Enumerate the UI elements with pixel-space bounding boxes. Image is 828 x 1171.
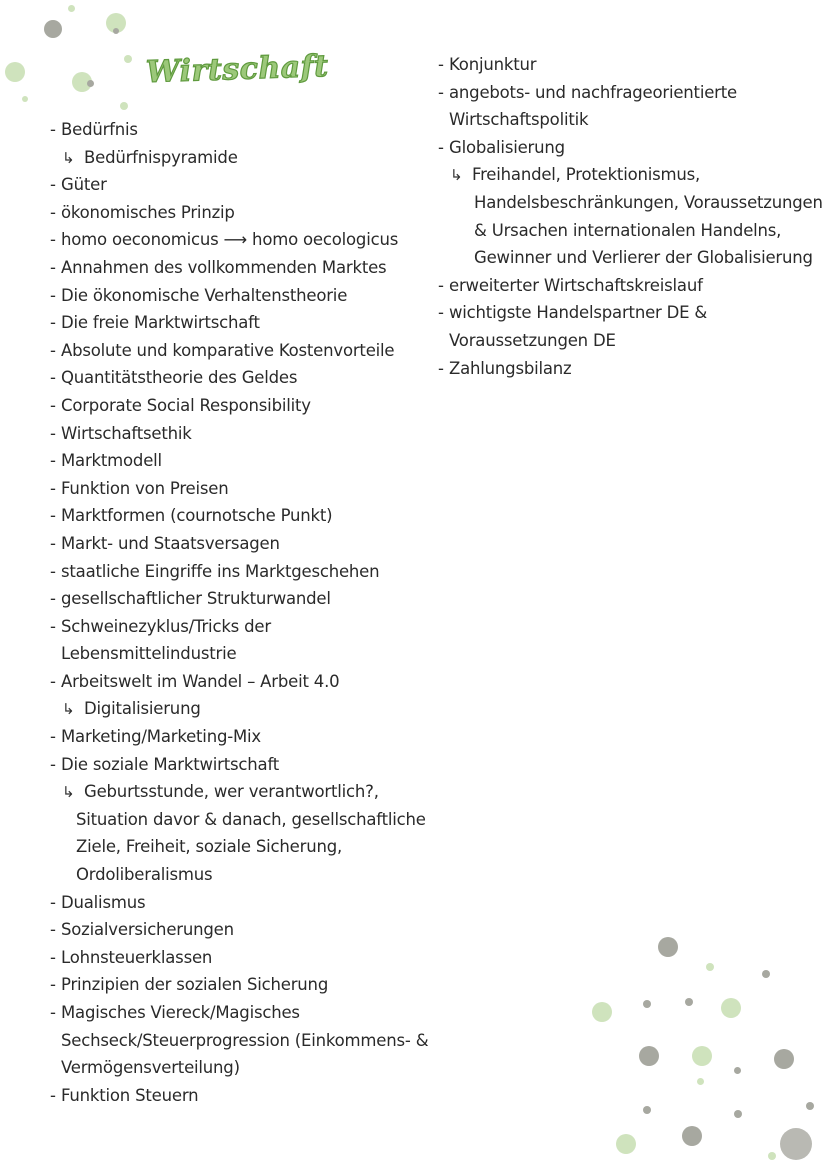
list-item: - Bedürfnis [50, 120, 138, 139]
list-subitem-continuation: Ziele, Freiheit, soziale Sicherung, [76, 837, 343, 857]
dot [697, 1078, 704, 1085]
list-subitem-continuation: & Ursachen internationalen Handelns, [474, 220, 782, 240]
list-item: - Zahlungsbilanz [438, 358, 572, 378]
list-subitem-continuation: Ordoliberalismus [76, 865, 213, 885]
dot [616, 1134, 636, 1154]
curved-arrow-icon: ↳ [62, 148, 75, 167]
dot [72, 72, 92, 92]
list-item: - Funktion Steuern [50, 1085, 199, 1105]
list-item-continuation: Wirtschaftspolitik [449, 110, 589, 130]
list-item: - Dualismus [50, 892, 146, 912]
list-item: - angebots- und nachfrageorientierte [438, 82, 737, 102]
list-item: - Schweinezyklus/Tricks der [50, 616, 271, 636]
dot [44, 20, 62, 38]
list-item: - erweiterter Wirtschaftskreislauf [438, 275, 703, 295]
dot [774, 1049, 794, 1069]
dot [5, 62, 25, 82]
list-item: - Die soziale Marktwirtschaft [50, 754, 280, 774]
list-item: - Prinzipien der sozialen Sicherung [50, 975, 329, 995]
dot [639, 1046, 659, 1066]
list-item: - Funktion von Preisen [50, 478, 229, 498]
dot [120, 102, 128, 110]
dot [106, 13, 126, 33]
list-item: - wichtigste Handelspartner DE & [438, 303, 708, 323]
dot [721, 998, 741, 1018]
list-item: - Marketing/Marketing-Mix [50, 727, 261, 747]
list-item: - Die freie Marktwirtschaft [50, 313, 260, 333]
list-item: - Sozialversicherungen [50, 920, 234, 940]
curved-arrow-icon: ↳ [450, 166, 463, 185]
dot [87, 80, 94, 87]
dot [762, 970, 770, 978]
curved-arrow-icon: ↳ [62, 783, 75, 802]
list-item: - Annahmen des vollkommenden Marktes [50, 257, 387, 277]
page-title: Wirtschaft [145, 48, 329, 91]
list-subitem: ↳ Freihandel, Protektionismus, [438, 161, 818, 189]
list-subitem-continuation: Handelsbeschränkungen, Voraussetzungen [474, 192, 823, 212]
list-item: - Arbeitswelt im Wandel – Arbeit 4.0 [50, 671, 340, 691]
dot [682, 1126, 702, 1146]
dot [124, 55, 132, 63]
list-item: - Markt- und Staatsversagen [50, 533, 280, 553]
list-item: - Konjunktur [438, 55, 537, 74]
list-subitem: ↳ Digitalisierung [50, 695, 410, 723]
dot [643, 1000, 651, 1008]
dot [22, 96, 28, 102]
list-item: - Corporate Social Responsibility [50, 395, 311, 415]
dot [113, 28, 119, 34]
dot [643, 1106, 651, 1114]
list-item-continuation: Vermögensverteilung) [61, 1058, 240, 1078]
list-item: - Absolute und komparative Kostenvorteile [50, 340, 395, 360]
list-item: - gesellschaftlicher Strukturwandel [50, 589, 331, 609]
list-item: - homo oeconomicus ⟶ homo oecologicus [50, 230, 399, 250]
dot [692, 1046, 712, 1066]
dot [780, 1128, 812, 1160]
dot [658, 937, 678, 957]
list-item: - Lohnsteuerklassen [50, 947, 213, 967]
curved-arrow-icon: ↳ [62, 700, 75, 719]
list-item: - Die ökonomische Verhaltenstheorie [50, 285, 348, 305]
list-item: - staatliche Eingriffe ins Marktgeschehen [50, 561, 380, 581]
list-item: - Quantitätstheorie des Geldes [50, 368, 298, 388]
list-item: - Marktmodell [50, 451, 162, 471]
dot [592, 1002, 612, 1022]
dot [734, 1067, 741, 1074]
list-subitem: ↳ Geburtsstunde, wer verantwortlich?, [50, 778, 410, 806]
list-item-continuation: Lebensmittelindustrie [61, 644, 237, 664]
dot [734, 1110, 742, 1118]
list-subitem-continuation: Gewinner und Verlierer der Globalisierung [474, 248, 813, 268]
list-item-continuation: Voraussetzungen DE [449, 330, 616, 350]
list-item-continuation: Sechseck/Steuerprogression (Einkommens- & [61, 1030, 429, 1050]
topic-list-left [50, 116, 429, 1109]
list-subitem-continuation: Situation davor & danach, gesellschaftliche [76, 809, 426, 829]
list-item: - ökonomisches Prinzip [50, 202, 235, 222]
dot [768, 1152, 776, 1160]
topic-list-right [438, 51, 823, 382]
list-item: - Marktformen (cournotsche Punkt) [50, 506, 333, 526]
dot [68, 5, 75, 12]
list-item: - Magisches Viereck/Magisches [50, 1003, 300, 1022]
list-item: - Globalisierung [438, 137, 565, 157]
dot [806, 1102, 814, 1110]
dot [685, 998, 693, 1006]
list-item: - Wirtschaftsethik [50, 423, 192, 443]
list-subitem: ↳ Bedürfnispyramide [50, 144, 410, 172]
dot [706, 963, 714, 971]
list-item: - Güter [50, 175, 107, 195]
